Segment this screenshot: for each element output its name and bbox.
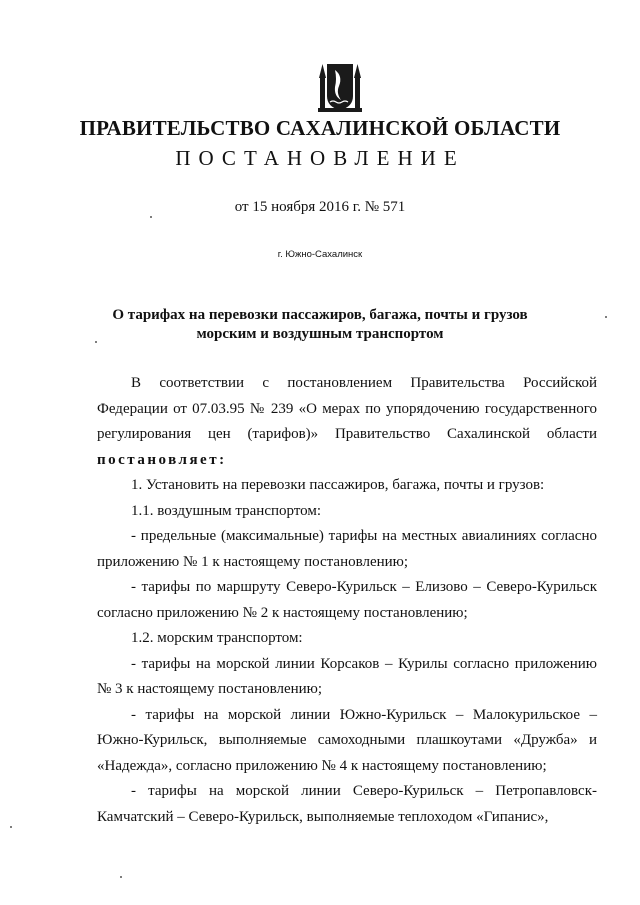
clause-paragraph: - тарифы по маршруту Северо-Курильск – Елизово – Северо-Курильск согласно приложению № 2 к настоящему постановлению; [97,579,597,621]
scan-speck [120,876,122,878]
resolves-keyword: постановляет: [97,451,227,468]
scan-speck [605,316,607,318]
document-place: г. Южно-Сахалинск [277,249,363,260]
coat-of-arms-icon [318,60,362,114]
preamble-paragraph [97,371,597,473]
document-subject [100,306,540,344]
clause-paragraph: - тарифы на морской линии Южно-Курильск – Малокурильское – Южно-Курильск, выполняемые самоходными плашкоутами «Дружба» и «Надежда», согласно приложению № 4 к настоящему постановлению; [97,706,597,774]
government-title: ПРАВИТЕЛЬСТВО САХАЛИНСКОЙ ОБЛАСТИ [79,116,561,140]
clause-paragraph: 1. Установить на перевозки пассажиров, багажа, почты и грузов: [131,477,545,493]
scan-speck [150,216,152,218]
clause-paragraph: 1.2. морским транспортом: [131,630,303,646]
clause-paragraph: - тарифы на морской линии Северо-Курильск – Петропавловск-Камчатский – Северо-Курильск, выполняемые теплоходом «Гипанис», [97,783,597,825]
subject-line-2: морским и воздушным транспортом [196,326,444,342]
preamble-text: В соответствии с постановлением Правительства Российской Федерации от 07.03.95 № 239 «О мерах по упорядочению государственного регулирования цен (тарифов)» Правительство Сахалинской области [97,375,597,442]
clause-paragraph: 1.1. воздушным транспортом: [131,502,322,519]
document-date-number: от 15 ноября 2016 г. № 571 [234,199,406,215]
document-type: ПОСТАНОВЛЕНИЕ [175,146,465,170]
scan-speck [95,341,97,343]
subject-line-1: О тарифах на перевозки пассажиров, багажа, почты и грузов [112,307,528,323]
clause-paragraph: - тарифы на морской линии Корсаков – Курилы согласно приложению № 3 к настоящему постановлению; [97,655,597,697]
document-body [97,371,597,830]
clause-paragraph: - предельные (максимальные) тарифы на местных авиалиниях согласно приложению № 1 к настоящему постановлению; [97,528,597,570]
scan-speck [10,826,12,828]
